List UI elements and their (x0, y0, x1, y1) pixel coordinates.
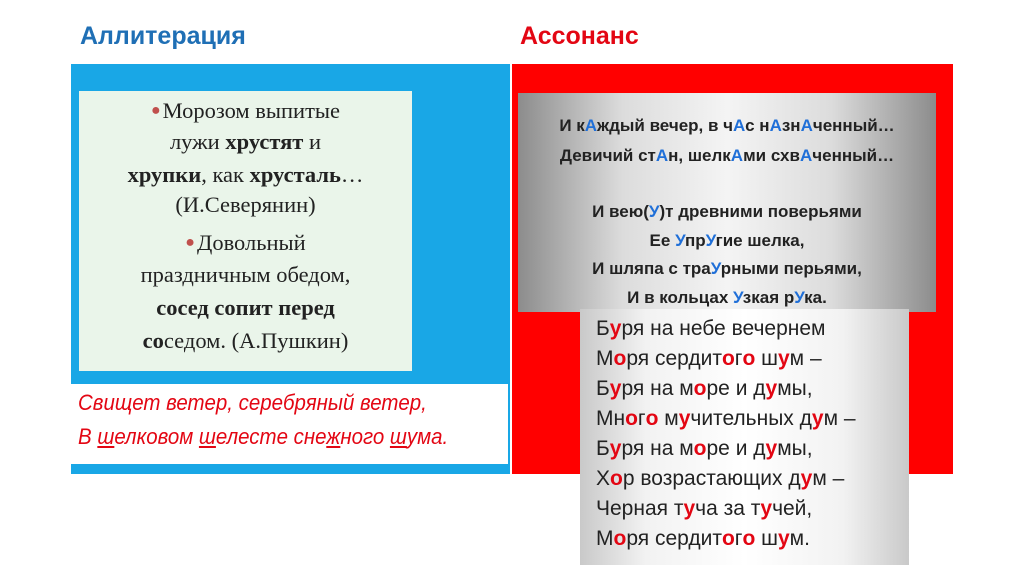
highlighted-vowel: у (811, 407, 824, 430)
text-segment: ря сердит (626, 527, 722, 550)
highlighted-vowel: о (721, 347, 735, 370)
underlined-consonant: ж (326, 424, 341, 449)
text-segment: чей, (772, 497, 813, 520)
underlined-consonant: ш (97, 424, 115, 449)
assonance-title: Ассонанс (520, 22, 639, 50)
poem-line (596, 407, 856, 431)
highlighted-vowel: У (794, 288, 805, 307)
alliteration-line (79, 191, 412, 219)
highlighted-vowel: у (678, 407, 691, 430)
underlined-consonant: ш (198, 424, 216, 449)
text-segment: ждый вечер, в ч (597, 116, 734, 135)
bullet-icon: ● (185, 234, 195, 251)
text-segment: И в кольцах (627, 288, 734, 307)
poem-line (596, 377, 813, 401)
text-segment: р возрастающих д (622, 467, 801, 490)
text-segment: М (596, 347, 614, 370)
alliteration-line (79, 97, 412, 125)
text-segment: Б (596, 317, 610, 340)
assonance-quote-line (518, 116, 936, 136)
text-segment: м – (789, 347, 822, 370)
highlighted-vowel: у (765, 377, 778, 400)
text-segment: седом. (А.Пушкин) (163, 328, 349, 353)
text-segment: Ее (649, 231, 676, 250)
alliteration-highlight: хрустят (225, 129, 304, 154)
highlighted-vowel: о (742, 527, 756, 550)
text-segment: Довольный (196, 230, 306, 255)
highlighted-vowel: у (609, 437, 622, 460)
highlighted-vowel: У (648, 202, 660, 221)
text-segment: с н (745, 116, 770, 135)
text-segment: ума. (406, 424, 449, 449)
text-segment: праздничным обедом, (140, 262, 351, 287)
assonance-quote-line (518, 288, 936, 308)
alliteration-highlight: хрусталь (249, 162, 341, 187)
text-segment: (И.Северянин) (175, 192, 316, 217)
text-segment: И к (559, 116, 585, 135)
text-segment: пр (685, 231, 706, 250)
alliteration-red-quote-box (71, 384, 508, 464)
poem-line (596, 317, 826, 341)
highlighted-vowel: У (710, 259, 721, 278)
highlighted-vowel: У (705, 231, 716, 250)
text-segment: ми схв (743, 146, 800, 165)
poem-line (596, 347, 822, 371)
text-segment: м (658, 407, 679, 430)
text-segment: ря сердит (626, 347, 722, 370)
text-segment: рными перьями, (720, 259, 862, 278)
highlighted-vowel: о (693, 437, 707, 460)
highlighted-vowel: у (760, 497, 773, 520)
text-segment: И вею( (592, 202, 649, 221)
text-segment: ре и д (706, 437, 766, 460)
highlighted-vowel: А (584, 116, 598, 135)
text-segment: , как (201, 162, 250, 187)
highlighted-vowel: о (613, 347, 627, 370)
highlighted-vowel: у (765, 437, 778, 460)
assonance-quote-line (518, 231, 936, 251)
text-segment: мы, (777, 437, 813, 460)
text-segment: зкая р (742, 288, 795, 307)
text-segment: гие шелка, (715, 231, 805, 250)
text-segment: ре и д (706, 377, 766, 400)
text-segment: ш (755, 527, 778, 550)
text-segment: Б (596, 437, 610, 460)
highlighted-vowel: А (730, 146, 744, 165)
poem-line (596, 527, 810, 551)
bullet-icon: ● (150, 102, 161, 119)
text-segment: м – (823, 407, 856, 430)
text-segment: зн (781, 116, 801, 135)
highlighted-vowel: У (675, 231, 686, 250)
text-segment: лужи (169, 129, 226, 154)
highlighted-vowel: у (777, 347, 790, 370)
highlighted-vowel: у (777, 527, 790, 550)
text-segment: М (596, 527, 614, 550)
highlighted-vowel: А (800, 116, 813, 135)
highlighted-vowel: у (683, 497, 696, 520)
text-segment: ря на небе вечернем (621, 317, 826, 340)
alliteration-title: Аллитерация (80, 22, 246, 50)
text-segment: ря на м (621, 377, 694, 400)
highlighted-vowel: у (609, 317, 622, 340)
text-segment: елесте сне (215, 424, 327, 449)
alliteration-highlight: со (142, 328, 164, 353)
poem-line (596, 467, 844, 491)
alliteration-line (79, 128, 412, 156)
highlighted-vowel: А (769, 116, 782, 135)
poem-line (596, 497, 812, 521)
alliteration-quote-line (78, 424, 448, 450)
text-segment: м – (812, 467, 845, 490)
alliteration-quote-line (78, 390, 427, 416)
highlighted-vowel: у (609, 377, 622, 400)
text-segment: ча за т (695, 497, 761, 520)
text-segment: Девичий ст (559, 146, 656, 165)
text-segment: елковом (114, 424, 199, 449)
alliteration-line (79, 327, 412, 355)
highlighted-vowel: о (613, 527, 627, 550)
highlighted-vowel: о (625, 407, 638, 430)
poem-line (596, 437, 813, 461)
alliteration-line (79, 261, 412, 289)
assonance-quote-line (518, 146, 936, 166)
highlighted-vowel: А (733, 116, 746, 135)
assonance-quote-line (518, 202, 936, 222)
text-segment: г (734, 527, 743, 550)
text-segment: г (734, 347, 743, 370)
text-segment: и (303, 129, 322, 154)
text-segment: ш (755, 347, 778, 370)
text-segment: ного (340, 424, 390, 449)
alliteration-highlight: сосед сопит перед (156, 295, 335, 320)
assonance-quote-box (518, 93, 936, 312)
alliteration-line (79, 161, 412, 189)
text-segment: мы, (777, 377, 813, 400)
text-segment: Мн (596, 407, 626, 430)
highlighted-vowel: А (655, 146, 669, 165)
text-segment: Б (596, 377, 610, 400)
alliteration-line (79, 229, 412, 257)
text-segment: чительных д (690, 407, 812, 430)
highlighted-vowel: о (610, 467, 623, 490)
alliteration-examples-box (79, 91, 412, 371)
highlighted-vowel: о (645, 407, 659, 430)
text-segment: ченный… (812, 146, 895, 165)
text-segment: … (340, 162, 364, 187)
text-segment: н, шелк (668, 146, 731, 165)
text-segment: Х (596, 467, 611, 490)
highlighted-vowel: у (800, 467, 813, 490)
highlighted-vowel: У (733, 288, 743, 307)
highlighted-vowel: о (693, 377, 707, 400)
text-segment: Черная т (596, 497, 684, 520)
text-segment: И шляпа с тра (592, 259, 711, 278)
highlighted-vowel: о (742, 347, 756, 370)
assonance-poem-box (580, 309, 909, 565)
text-segment: ченный… (812, 116, 895, 135)
alliteration-line (79, 294, 412, 322)
text-segment: )т древними поверьями (659, 202, 862, 221)
text-segment: Свищет ветер, серебряный ветер, (78, 390, 427, 415)
highlighted-vowel: о (721, 527, 735, 550)
text-segment: Морозом выпитые (162, 98, 341, 123)
underlined-consonant: ш (389, 424, 407, 449)
text-segment: В (78, 424, 98, 449)
assonance-quote-line (518, 259, 936, 279)
text-segment: ка. (804, 288, 827, 307)
alliteration-highlight: хрупки (127, 162, 202, 187)
text-segment: м. (789, 527, 810, 550)
text-segment: ря на м (621, 437, 694, 460)
text-segment: г (637, 407, 646, 430)
highlighted-vowel: А (799, 146, 813, 165)
